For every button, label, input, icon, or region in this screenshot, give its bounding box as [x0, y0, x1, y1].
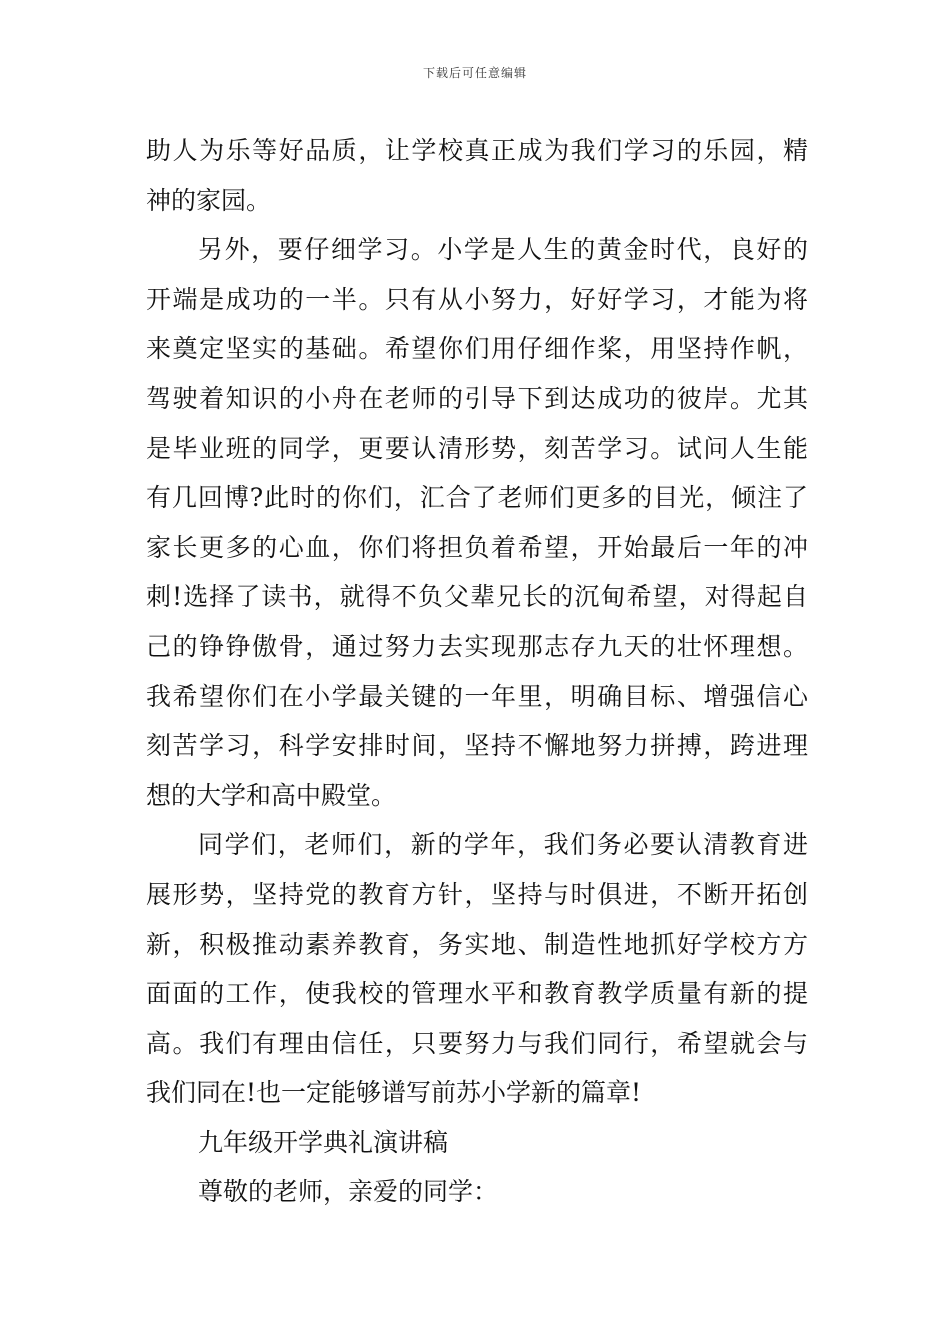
paragraph [146, 126, 808, 225]
text-line: 驾驶着知识的小舟在老师的引导下到达成功的彼岸。尤其 [146, 383, 808, 413]
text-line: 来奠定坚实的基础。希望你们用仔细作桨，用坚持作帆， [146, 334, 808, 364]
document-body [146, 126, 808, 1217]
text-line: 我希望你们在小学最关键的一年里，明确目标、增强信心 [146, 681, 808, 711]
paragraph [146, 225, 808, 820]
text-line: 神的家园。 [146, 185, 272, 215]
text-line: 己的铮铮傲骨，通过努力去实现那志存九天的壮怀理想。 [146, 631, 808, 661]
text-line: 是毕业班的同学，更要认清形势，刻苦学习。试问人生能 [146, 433, 808, 463]
text-line: 想的大学和高中殿堂。 [146, 780, 397, 810]
text-line: 另外，要仔细学习。小学是人生的黄金时代，良好的 [198, 235, 808, 265]
text-line: 高。我们有理由信任，只要努力与我们同行，希望就会与 [146, 1028, 808, 1058]
text-line: 九年级开学典礼演讲稿 [198, 1127, 449, 1157]
salutation [146, 1167, 808, 1217]
text-line: 家长更多的心血，你们将担负着希望，开始最后一年的冲 [146, 532, 808, 562]
text-line: 助人为乐等好品质，让学校真正成为我们学习的乐园，精 [146, 136, 808, 165]
text-line: 有几回博?此时的你们，汇合了老师们更多的目光，倾注了 [146, 483, 808, 513]
text-line: 展形势，坚持党的教育方针，坚持与时俱进，不断开拓创 [146, 879, 808, 909]
text-line: 面面的工作，使我校的管理水平和教育教学质量有新的提 [146, 979, 808, 1009]
text-line: 刺!选择了读书，就得不负父辈兄长的沉甸希望，对得起自 [146, 582, 808, 612]
text-line: 开端是成功的一半。只有从小努力，好好学习，才能为将 [146, 284, 808, 314]
page-header: 下载后可任意编辑 [422, 66, 527, 80]
text-line: 新，积极推动素养教育，务实地、制造性地抓好学校方方 [146, 929, 808, 959]
section-title [146, 1118, 808, 1168]
text-line: 我们同在!也一定能够谱写前苏小学新的篇章! [146, 1078, 642, 1108]
text-line: 尊敬的老师，亲爱的同学： [198, 1177, 499, 1207]
text-line: 同学们，老师们，新的学年，我们务必要认清教育进 [198, 830, 808, 860]
text-line: 刻苦学习，科学安排时间，坚持不懈地努力拼搏，跨进理 [146, 731, 808, 761]
paragraph [146, 820, 808, 1118]
